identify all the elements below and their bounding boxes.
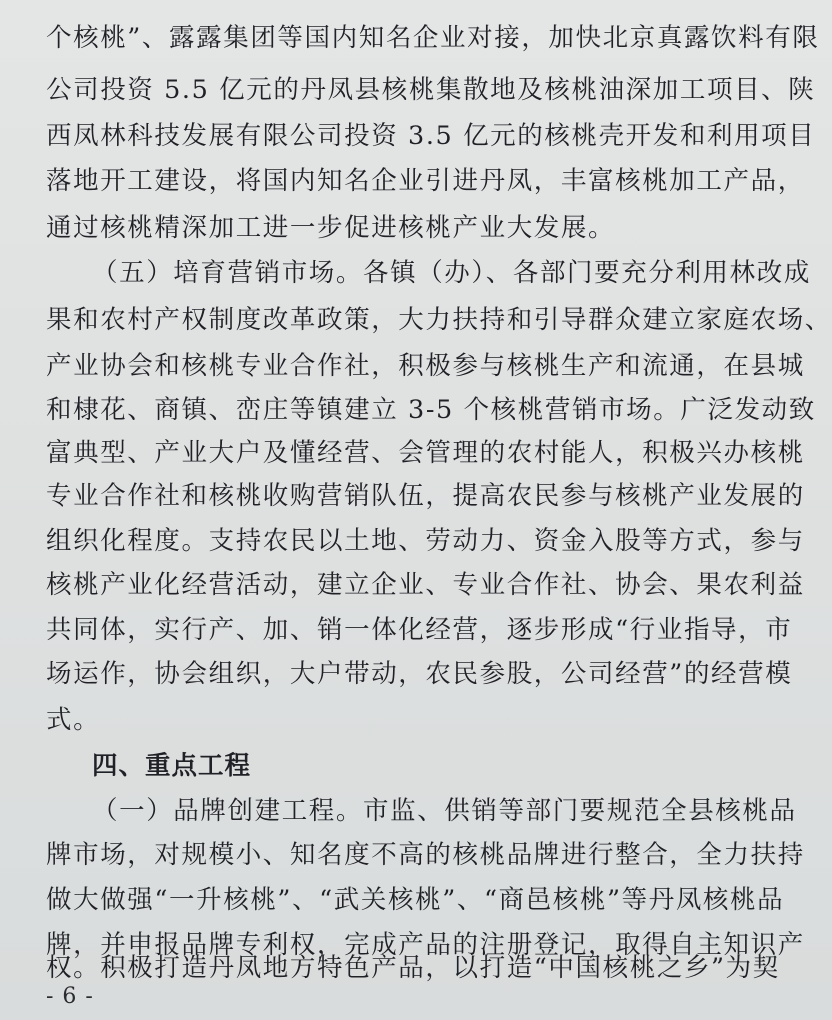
text-line: 牌，并申报品牌专利权，完成产品的注册登记，取得自主知识产 <box>46 930 805 960</box>
text-line: 和棣花、商镇、峦庄等镇建立 3-5 个核桃营销市场。广泛发动致 <box>46 395 816 425</box>
text-line: 富典型、产业大户及懂经营、会管理的农村能人，积极兴办核桃 <box>46 438 805 468</box>
text-line: 西凤林科技发展有限公司投资 3.5 亿元的核桃壳开发和利用项目 <box>46 121 816 151</box>
text-line: 产业协会和核桃专业合作社，积极参与核桃生产和流通，在县城 <box>46 351 805 381</box>
text-line: 牌市场，对规模小、知名度不高的核桃品牌进行整合，全力扶持 <box>46 840 805 870</box>
text-line: 通过核桃精深加工进一步促进核桃产业大发展。 <box>46 213 616 243</box>
text-line: 权。积极打造丹凤地方特色产品，以打造“中国核桃之乡”为契 <box>46 953 780 983</box>
text-line: 落地开工建设，将国内知名企业引进丹凤，丰富核桃加工产品， <box>46 166 805 196</box>
section-heading: 四、重点工程 <box>92 751 252 781</box>
text-line: 式。 <box>46 705 101 735</box>
text-line: （一）品牌创建工程。市监、供销等部门要规范全县核桃品 <box>92 796 797 826</box>
text-line: 公司投资 5.5 亿元的丹凤县核桃集散地及核桃油深加工项目、陕 <box>46 75 816 105</box>
text-line: 专业合作社和核桃收购营销队伍，提高农民参与核桃产业发展的 <box>46 481 805 511</box>
text-line: 个核桃”、露露集团等国内知名企业对接，加快北京真露饮料有限 <box>46 23 820 53</box>
text-line: 做大做强“一升核桃”、“武关核桃”、“商邑核桃”等丹凤核桃品 <box>46 885 785 915</box>
text-line: 组织化程度。支持农民以土地、劳动力、资金入股等方式，参与 <box>46 526 805 556</box>
text-line: 果和农村产权制度改革政策，大力扶持和引导群众建立家庭农场、 <box>46 305 832 335</box>
text-line: （五）培育营销市场。各镇（办）、各部门要充分利用林改成 <box>92 258 811 288</box>
text-line: 核桃产业化经营活动，建立企业、专业合作社、协会、果农利益 <box>46 570 805 600</box>
page-number: - 6 - <box>46 984 94 1009</box>
text-line: 场运作，协会组织，大户带动，农民参股，公司经营”的经营模 <box>46 659 793 689</box>
text-line: 共同体，实行产、加、销一体化经营，逐步形成“行业指导，市 <box>46 615 793 645</box>
